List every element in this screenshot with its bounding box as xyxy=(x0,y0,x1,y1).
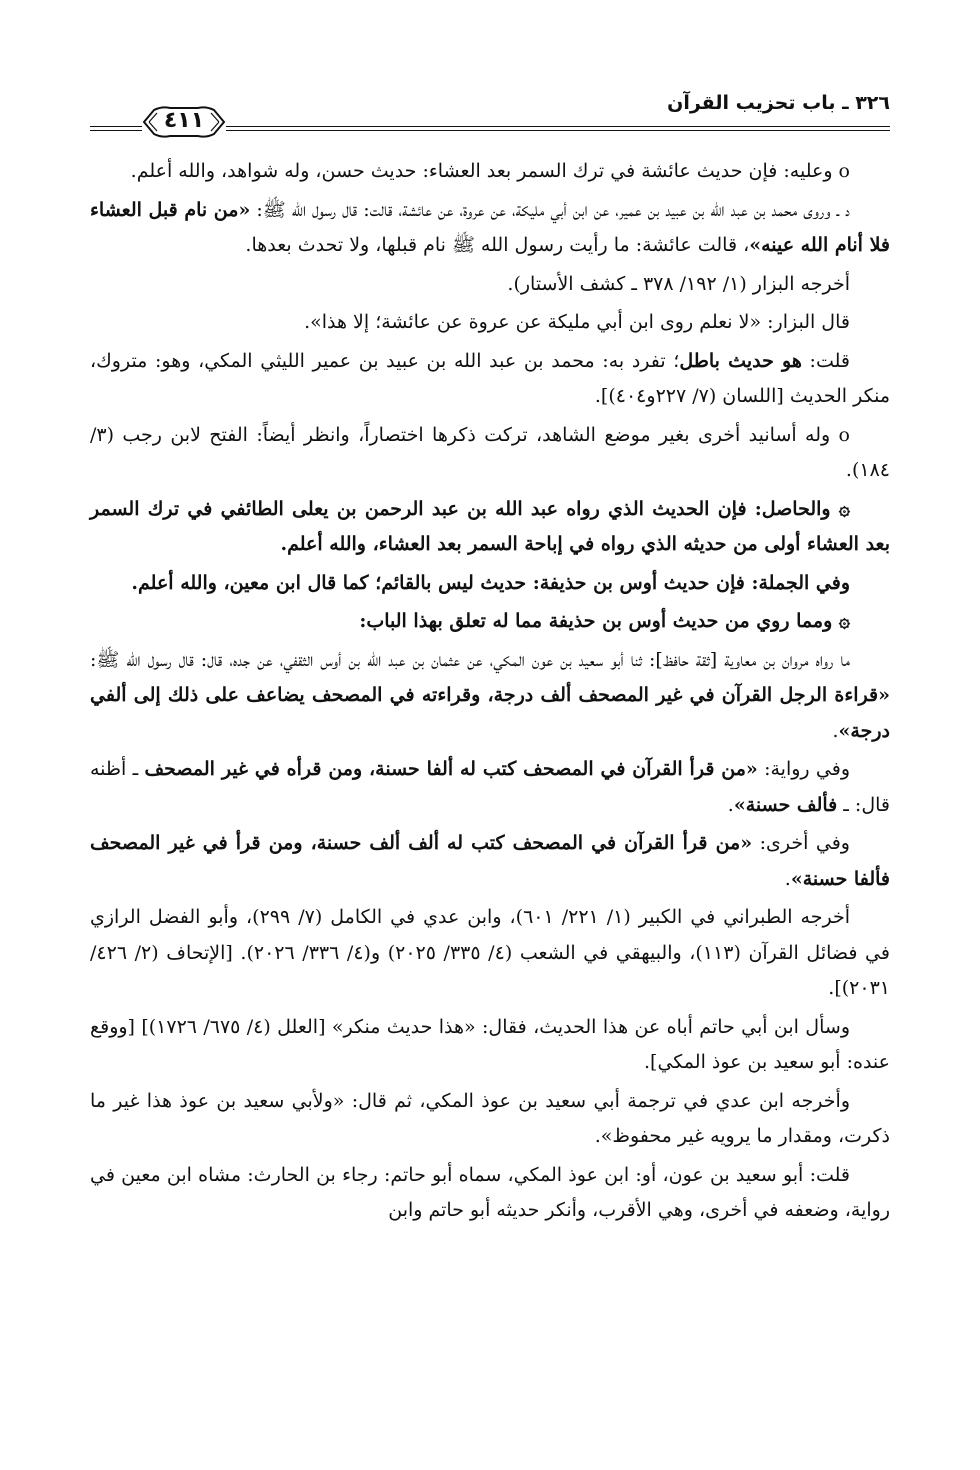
text-run: «قراءة الرجل القرآن في غير المصحف ألف درجة، وقراءته في المصحف يضاعف على ذلك إلى ألفي درجة» xyxy=(90,684,890,742)
paragraph-p14 xyxy=(90,1010,890,1081)
paragraph-p6 xyxy=(90,418,890,489)
running-title: ٣٢٦ ـ باب تحزيب القرآن xyxy=(667,92,890,114)
text-run: ۞ ومما روي من حديث أوس بن حذيفة مما له تعلق بهذا الباب: xyxy=(359,610,850,632)
text-run: وفي الجملة: فإن حديث أوس بن حذيفة: حديث ليس بالقائم؛ xyxy=(368,571,850,594)
text-run: . xyxy=(784,867,791,890)
page-number-badge xyxy=(142,102,226,142)
text-run: د ـ وروى محمد بن عبد الله بن عبيد بن عمير، عن ابن أبي مليكة، عن عروة، عن عائشة، قالت: قال رسول الله ﷺ: xyxy=(250,198,851,221)
text-run: قلت: xyxy=(801,349,850,372)
paragraph-p12 xyxy=(90,826,890,897)
page-number: ٤١١ xyxy=(163,108,205,133)
page-header xyxy=(90,88,890,138)
text-run: وسأل ابن أبي حاتم أباه عن هذا الحديث، فقال: «هذا حديث منكر» [العلل (٤/ ٦٧٥/ ١٧٢٦)] [ووقع عنده: أبو سعيد بن عوذ المكي]. xyxy=(90,1015,890,1073)
text-run: وفي أخرى: xyxy=(752,832,850,854)
text-run: وفي رواية: xyxy=(757,758,850,780)
text-run: ، قالت عائشة: ما رأيت رسول الله ﷺ نام قبلها، ولا تحدث بعدها. xyxy=(245,234,750,256)
paragraph-p1 xyxy=(90,154,890,190)
paragraph-p16 xyxy=(90,1158,890,1229)
text-run: o وعليه: فإن حديث عائشة في ترك السمر بعد العشاء: حديث حسن، وله شواهد، والله أعلم. xyxy=(130,160,850,182)
paragraph-p9 xyxy=(90,604,890,640)
text-run: فألف حسنة» xyxy=(733,793,838,816)
text-run: ما رواه مروان بن معاوية [ثقة حافظ]: ثنا أبو سعيد بن عون المكي، عن عثمان بن عبد الله بن أوس الثقفي، عن جده، قال: قال رسول الله ﷺ: xyxy=(90,648,850,671)
text-run: «من قرأ القرآن في المصحف كتب له ألف ألف حسنة، ومن قرأ في غير المصحف فألفا حسنة» xyxy=(90,832,890,890)
text-run: أخرجه البزار (١/ ١٩٢/ ٣٧٨ ـ كشف الأستار). xyxy=(507,272,850,295)
text-run: كما قال ابن معين، والله أعلم. xyxy=(131,571,369,594)
text-run: o وله أسانيد أخرى بغير موضع الشاهد، تركت ذكرها اختصاراً، وانظر أيضاً: الفتح لابن رجب (٣/ ١٨٤). xyxy=(90,423,890,481)
text-run: ۞ والحاصل: فإن الحديث الذي رواه عبد الله بن عبد الرحمن بن يعلى الطائفي في ترك السمر بعد العشاء أولى من حديثه الذي رواه في إباحة السمر بعد العشاء، والله أعلم. xyxy=(90,497,890,555)
text-run: . xyxy=(832,719,839,742)
paragraph-p10 xyxy=(90,643,890,750)
text-run: ـ أظنه قال: ـ xyxy=(90,758,890,816)
page-body xyxy=(90,154,890,1229)
text-run: قلت: أبو سعيد بن عون، أو: ابن عوذ المكي، سماه أبو حاتم: رجاء بن الحارث: مشاه ابن معين في رواية، وضعفه في أخرى، وهي الأقرب، وأنكر حديثه أبو حاتم وابن xyxy=(90,1163,890,1221)
paragraph-p8 xyxy=(90,566,890,602)
paragraph-p4 xyxy=(90,305,890,341)
paragraph-p13 xyxy=(90,900,890,1007)
text-run: «من نام قبل العشاء فلا أنام الله عينه» xyxy=(90,198,890,256)
text-run: أخرجه الطبراني في الكبير (١/ ٢٢١/ ٦٠١)، وابن عدي في الكامل (٧/ ٢٩٩)، وأبو الفضل الرازي في فضائل القرآن (١١٣)، والبيهقي في الشعب (٤/ ٣٣٥/ ٢٠٢٥) و(٤/ ٣٣٦/ ٢٠٢٦). [الإتحاف (٢/ ٤٢٦/ ٢٠٣١)]. xyxy=(90,906,890,999)
text-run: . xyxy=(727,793,734,816)
paragraph-p15 xyxy=(90,1084,890,1155)
paragraph-p5 xyxy=(90,344,890,415)
text-run: ؛ تفرد به: محمد بن عبد الله بن عبيد بن عمير الليثي المكي، وهو: متروك، منكر الحديث [اللسان (٧/ ٢٢٧و٤٠٤)]. xyxy=(90,349,890,407)
text-run: «من قرأ القرآن في المصحف كتب له ألفا حسنة، ومن قرأه في غير المصحف xyxy=(144,758,758,780)
paragraph-p3 xyxy=(90,267,890,303)
paragraph-p11 xyxy=(90,752,890,823)
text-run: هو حديث باطل xyxy=(679,349,802,372)
paragraph-p7 xyxy=(90,492,890,563)
text-run: وأخرجه ابن عدي في ترجمة أبي سعيد بن عوذ المكي، ثم قال: «ولأبي سعيد بن عوذ هذا غير ما ذكرت، ومقدار ما يرويه غير محفوظ». xyxy=(90,1089,890,1147)
paragraph-p2 xyxy=(90,193,890,264)
book-page xyxy=(90,88,890,1232)
text-run: قال البزار: «لا نعلم روى ابن أبي مليكة عن عروة عن عائشة؛ إلا هذا». xyxy=(304,311,850,333)
